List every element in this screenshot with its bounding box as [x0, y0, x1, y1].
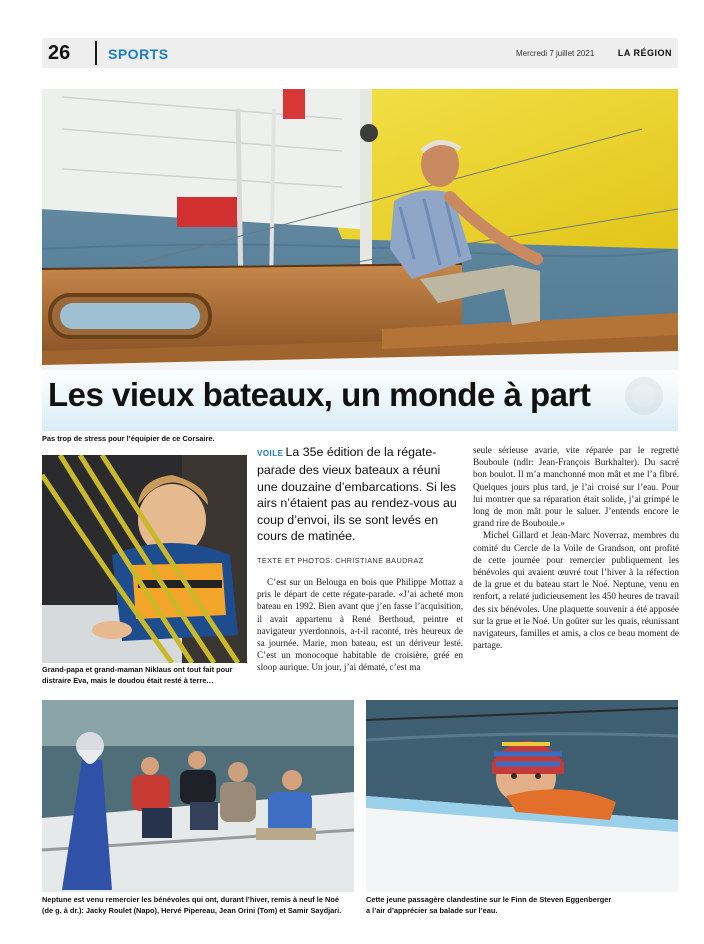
- page-number: 26: [48, 42, 71, 64]
- caption-group-photo-line1: Neptune est venu remercier les bénévoles qui ont, durant l’hiver, remis à neuf le Noé: [42, 895, 339, 904]
- lead-text: La 35e édition de la régate-parade des vieux bateaux a réuni une douzaine d’embarcations. Si les airs n’étaient pas au rendez-vous au coup d’envoi, ils se sont levés en cours de matinée.: [257, 445, 457, 544]
- caption-girl-photo-line1: Cette jeune passagère clandestine sur le Finn de Steven Eggenberger: [366, 895, 612, 904]
- body-column-3: [473, 444, 679, 651]
- body-paragraph: seule sérieuse avarie, vite réparée par le regretté Bouboule (ndlr: Jean-François Burkhalter). Du sacré bon boulot. Il m’a manchonné mon mât et me l’a fibré. Quelques jours plus tard, je l’ai croisé sur l’eau. Pour lui montrer que sa réparation était solide, j’ai grimpé le long de mon mât pour le saluer. J’entends encore le grand rire de Bouboule.»: [473, 445, 679, 529]
- body-column-2: [257, 576, 463, 674]
- header-divider: [95, 41, 97, 65]
- caption-group-photo-line2: (de g. à dr.): Jacky Roulet (Napo), Hervé Pipereau, Jean Orini (Tom) et Samir Saydjari.: [42, 906, 342, 915]
- photo-child-with-lifejacket: [42, 455, 247, 663]
- issue-date: Mercredi 7 juillet 2021: [516, 49, 595, 58]
- section-label: SPORTS: [108, 46, 169, 62]
- body-paragraph: Michel Gillard et Jean-Marc Noverraz, membres du comité du Cercle de la Voile de Grandson, ont profité de cette journée pour remercier publiquement les bénévoles qui avaient œuvré tout l’hiver à la réfection de la grue et du bateau start le Noé. Neptune, venu en renfort, a relaté judicieusement les 450 heures de travail des six bénévoles. Une plaquette souvenir a été apposée sur la grue et le Noé. Un goûter sur les quais, réunissant navigateurs, familles et amis, a clos ce beau moment de partage.: [473, 530, 679, 651]
- photo-volunteers-group: [42, 700, 354, 892]
- article-lead: [257, 444, 457, 544]
- rubric-kicker: VOILE: [257, 449, 284, 458]
- photo-girl-on-finn: [366, 700, 678, 892]
- caption-main-photo: Pas trop de stress pour l’équipier de ce Corsaire.: [42, 434, 215, 443]
- caption-child-photo: Grand-papa et grand-maman Niklaus ont tout fait pour distraire Eva, mais le doudou était resté à terre…: [42, 665, 233, 685]
- article-headline: Les vieux bateaux, un monde à part: [48, 376, 591, 413]
- body-paragraph: C’est sur un Belouga en bois que Philippe Mottaz a pris le départ de cette régate-parade. «J’ai acheté mon bateau en 1992. Bien avant que j’en fasse l’acquisition, il avait appartenu à René Berthoud, peintre et navigateur yverdonnois, a-t-il raconté, très heureux de sa journée. Marie, mon bateau, est un dériveur lesté. C’est un monocoque habitable de croisière, gréé en sloop aurique. Un jour, j’ai dématé, c’est ma: [257, 577, 463, 673]
- article-byline: TEXTE ET PHOTOS: CHRISTIANE BAUDRAZ: [257, 556, 424, 565]
- caption-girl-photo-line2: a l’air d’apprécier sa balade sur l’eau.: [366, 906, 498, 915]
- page-header: [42, 38, 678, 68]
- publication-name: LA RÉGION: [617, 48, 672, 58]
